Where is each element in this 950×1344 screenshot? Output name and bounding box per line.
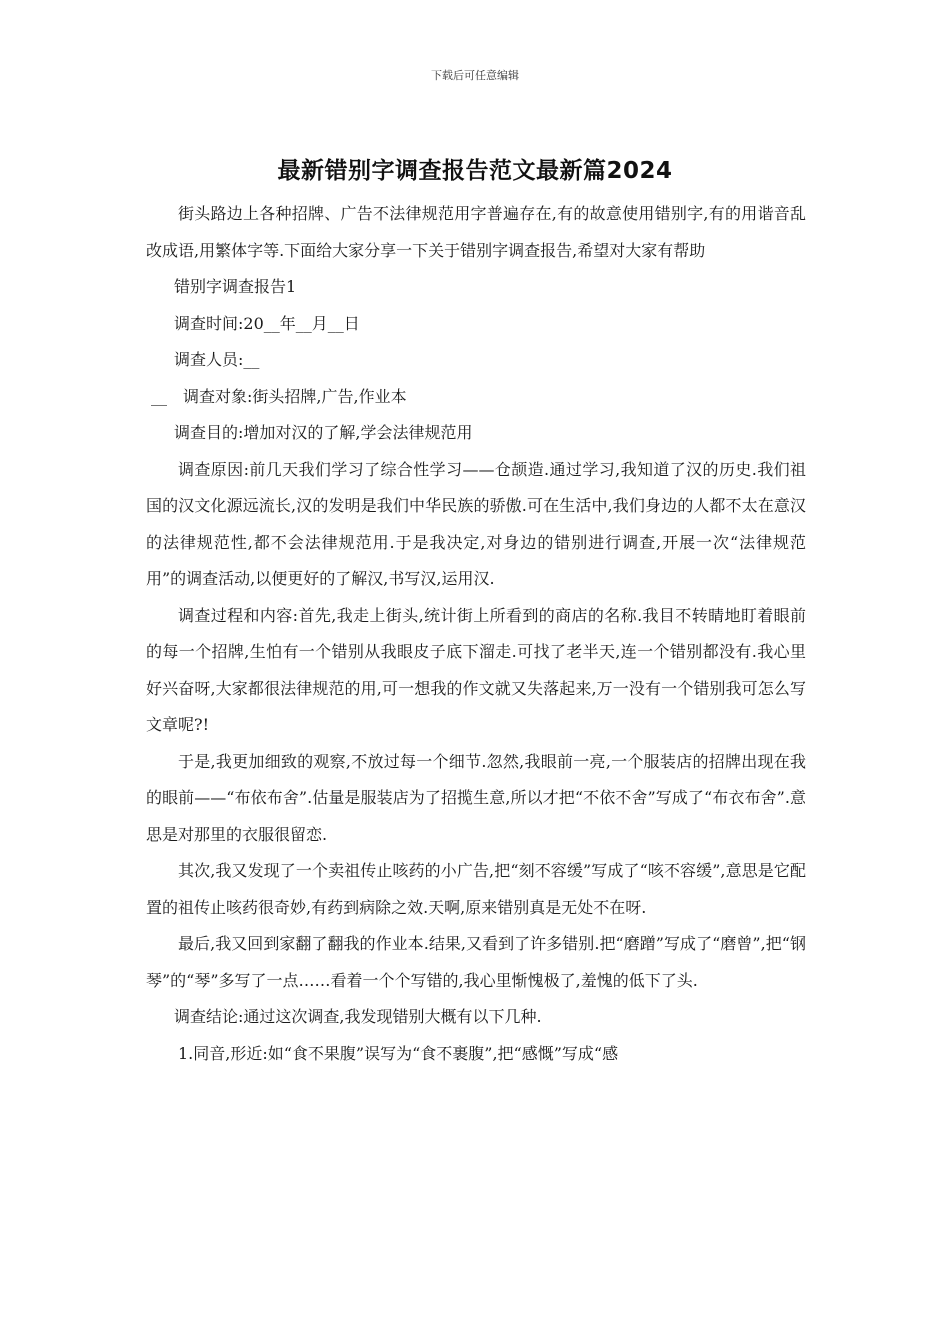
survey-process: 调查过程和内容:首先,我走上街头,统计街上所看到的商店的名称.我目不转睛地盯着眼前的每一个招牌,生怕有一个错别从我眼皮子底下溜走.可找了老半天,连一个错别都没有.我心里好兴奋呀,大家都很法律规范的用,可一想我的作文就又失落起来,万一没有一个错别我可怎么写文章呢?! — [146, 605, 806, 734]
survey-staff: 调查人员:__ — [174, 350, 260, 369]
body-paragraph: 其次,我又发现了一个卖祖传止咳药的小广告,把“刻不容缓”写成了“咳不容缓”,意思是它配置的祖传止咳药很奇妙,有药到病除之效.天啊,原来错别真是无处不在呀. — [146, 861, 806, 917]
survey-purpose: 调查目的:增加对汉的了解,学会法律规范用 — [174, 423, 473, 442]
conclusion-item: 1.同音,形近:如“食不果腹”误写为“食不裹腹”,把“感慨”写成“感 — [178, 1043, 619, 1063]
survey-target: __ 调查对象:街头招牌,广告,作业本 — [151, 386, 407, 406]
page-header: 下载后可任意编辑 — [431, 69, 519, 82]
document-body — [146, 196, 806, 1072]
survey-reason: 调查原因:前几天我们学习了综合性学习——仓颉造.通过学习,我知道了汉的历史.我们祖国的汉文化源远流长,汉的发明是我们中华民族的骄傲.可在生活中,我们身边的人都不太在意汉的法律规范性,都不会法律规范用.于是我决定,对身边的错别进行调查,开展一次“法律规范用”的调查活动,以便更好的了解汉,书写汉,运用汉. — [146, 459, 806, 588]
report-heading: 错别字调查报告1 — [174, 277, 297, 296]
document-title: 最新错别字调查报告范文最新篇2024 — [277, 158, 673, 184]
body-paragraph: 最后,我又回到家翻了翻我的作业本.结果,又看到了许多错别.把“磨蹭”写成了“磨曾”,把“钢琴”的“琴”多写了一点……看着一个个写错的,我心里惭愧极了,羞愧的低下了头. — [146, 934, 806, 990]
intro-paragraph: 街头路边上各种招牌、广告不法律规范用字普遍存在,有的故意使用错别字,有的用谐音乱改成语,用繁体字等.下面给大家分享一下关于错别字调查报告,希望对大家有帮助 — [146, 204, 806, 260]
body-paragraph: 于是,我更加细致的观察,不放过每一个细节.忽然,我眼前一亮,一个服装店的招牌出现在我的眼前——“布依布舍”.估量是服装店为了招揽生意,所以才把“不依不舍”写成了“布衣布舍”.意思是对那里的衣服很留恋. — [146, 751, 806, 844]
survey-conclusion: 调查结论:通过这次调查,我发现错别大概有以下几种. — [174, 1007, 542, 1026]
survey-time: 调查时间:20__年__月__日 — [174, 313, 360, 333]
